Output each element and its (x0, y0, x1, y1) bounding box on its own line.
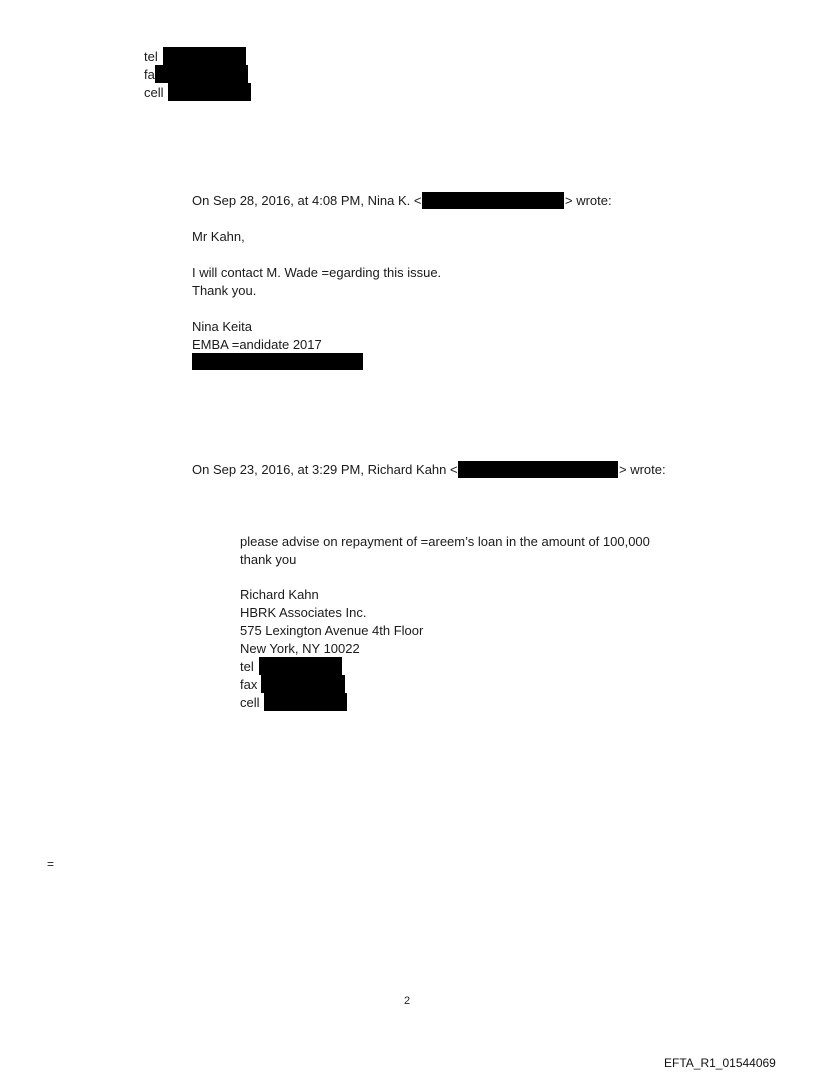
redaction-box (259, 657, 342, 675)
signature-company: HBRK Associates Inc. (240, 605, 367, 620)
body-line: thank you (240, 552, 297, 567)
signature-address: New York, NY 10022 (240, 641, 360, 656)
body-line: I will contact M. Wade =egarding this issue. (192, 265, 442, 280)
body-line: please advise on repayment of =areem’s loan in the amount of 100,000 (240, 534, 650, 549)
signature-address: 575 Lexington Avenue 4th Floor (240, 623, 424, 638)
redaction-box (155, 65, 248, 83)
fax-label: fax (240, 677, 258, 692)
signature-name: Richard Kahn (240, 587, 319, 602)
page-number: 2 (404, 995, 411, 1007)
redaction-box (192, 353, 363, 370)
stray-character: = (47, 857, 55, 871)
redaction-box (458, 461, 618, 478)
message-header-suffix: > wrote: (565, 193, 612, 208)
cell-label: cell (144, 85, 164, 100)
message-header: On Sep 23, 2016, at 3:29 PM, Richard Kahn < (192, 462, 458, 477)
document-id: EFTA_R1_01544069 (664, 1056, 776, 1070)
fax-label: fa (144, 67, 155, 82)
body-line: Thank you. (192, 283, 257, 298)
tel-label: tel (144, 49, 158, 64)
signature-title: EMBA =andidate 2017 (192, 337, 322, 352)
redaction-box (261, 675, 345, 693)
message-header-suffix: > wrote: (619, 462, 666, 477)
message-header: On Sep 28, 2016, at 4:08 PM, Nina K. < (192, 193, 422, 208)
tel-label: tel (240, 659, 254, 674)
redaction-box (163, 47, 246, 65)
redaction-box (422, 192, 564, 209)
redaction-box (168, 83, 251, 101)
greeting: Mr Kahn, (192, 229, 245, 244)
signature-name: Nina Keita (192, 319, 252, 334)
redaction-box (264, 693, 347, 711)
cell-label: cell (240, 695, 260, 710)
